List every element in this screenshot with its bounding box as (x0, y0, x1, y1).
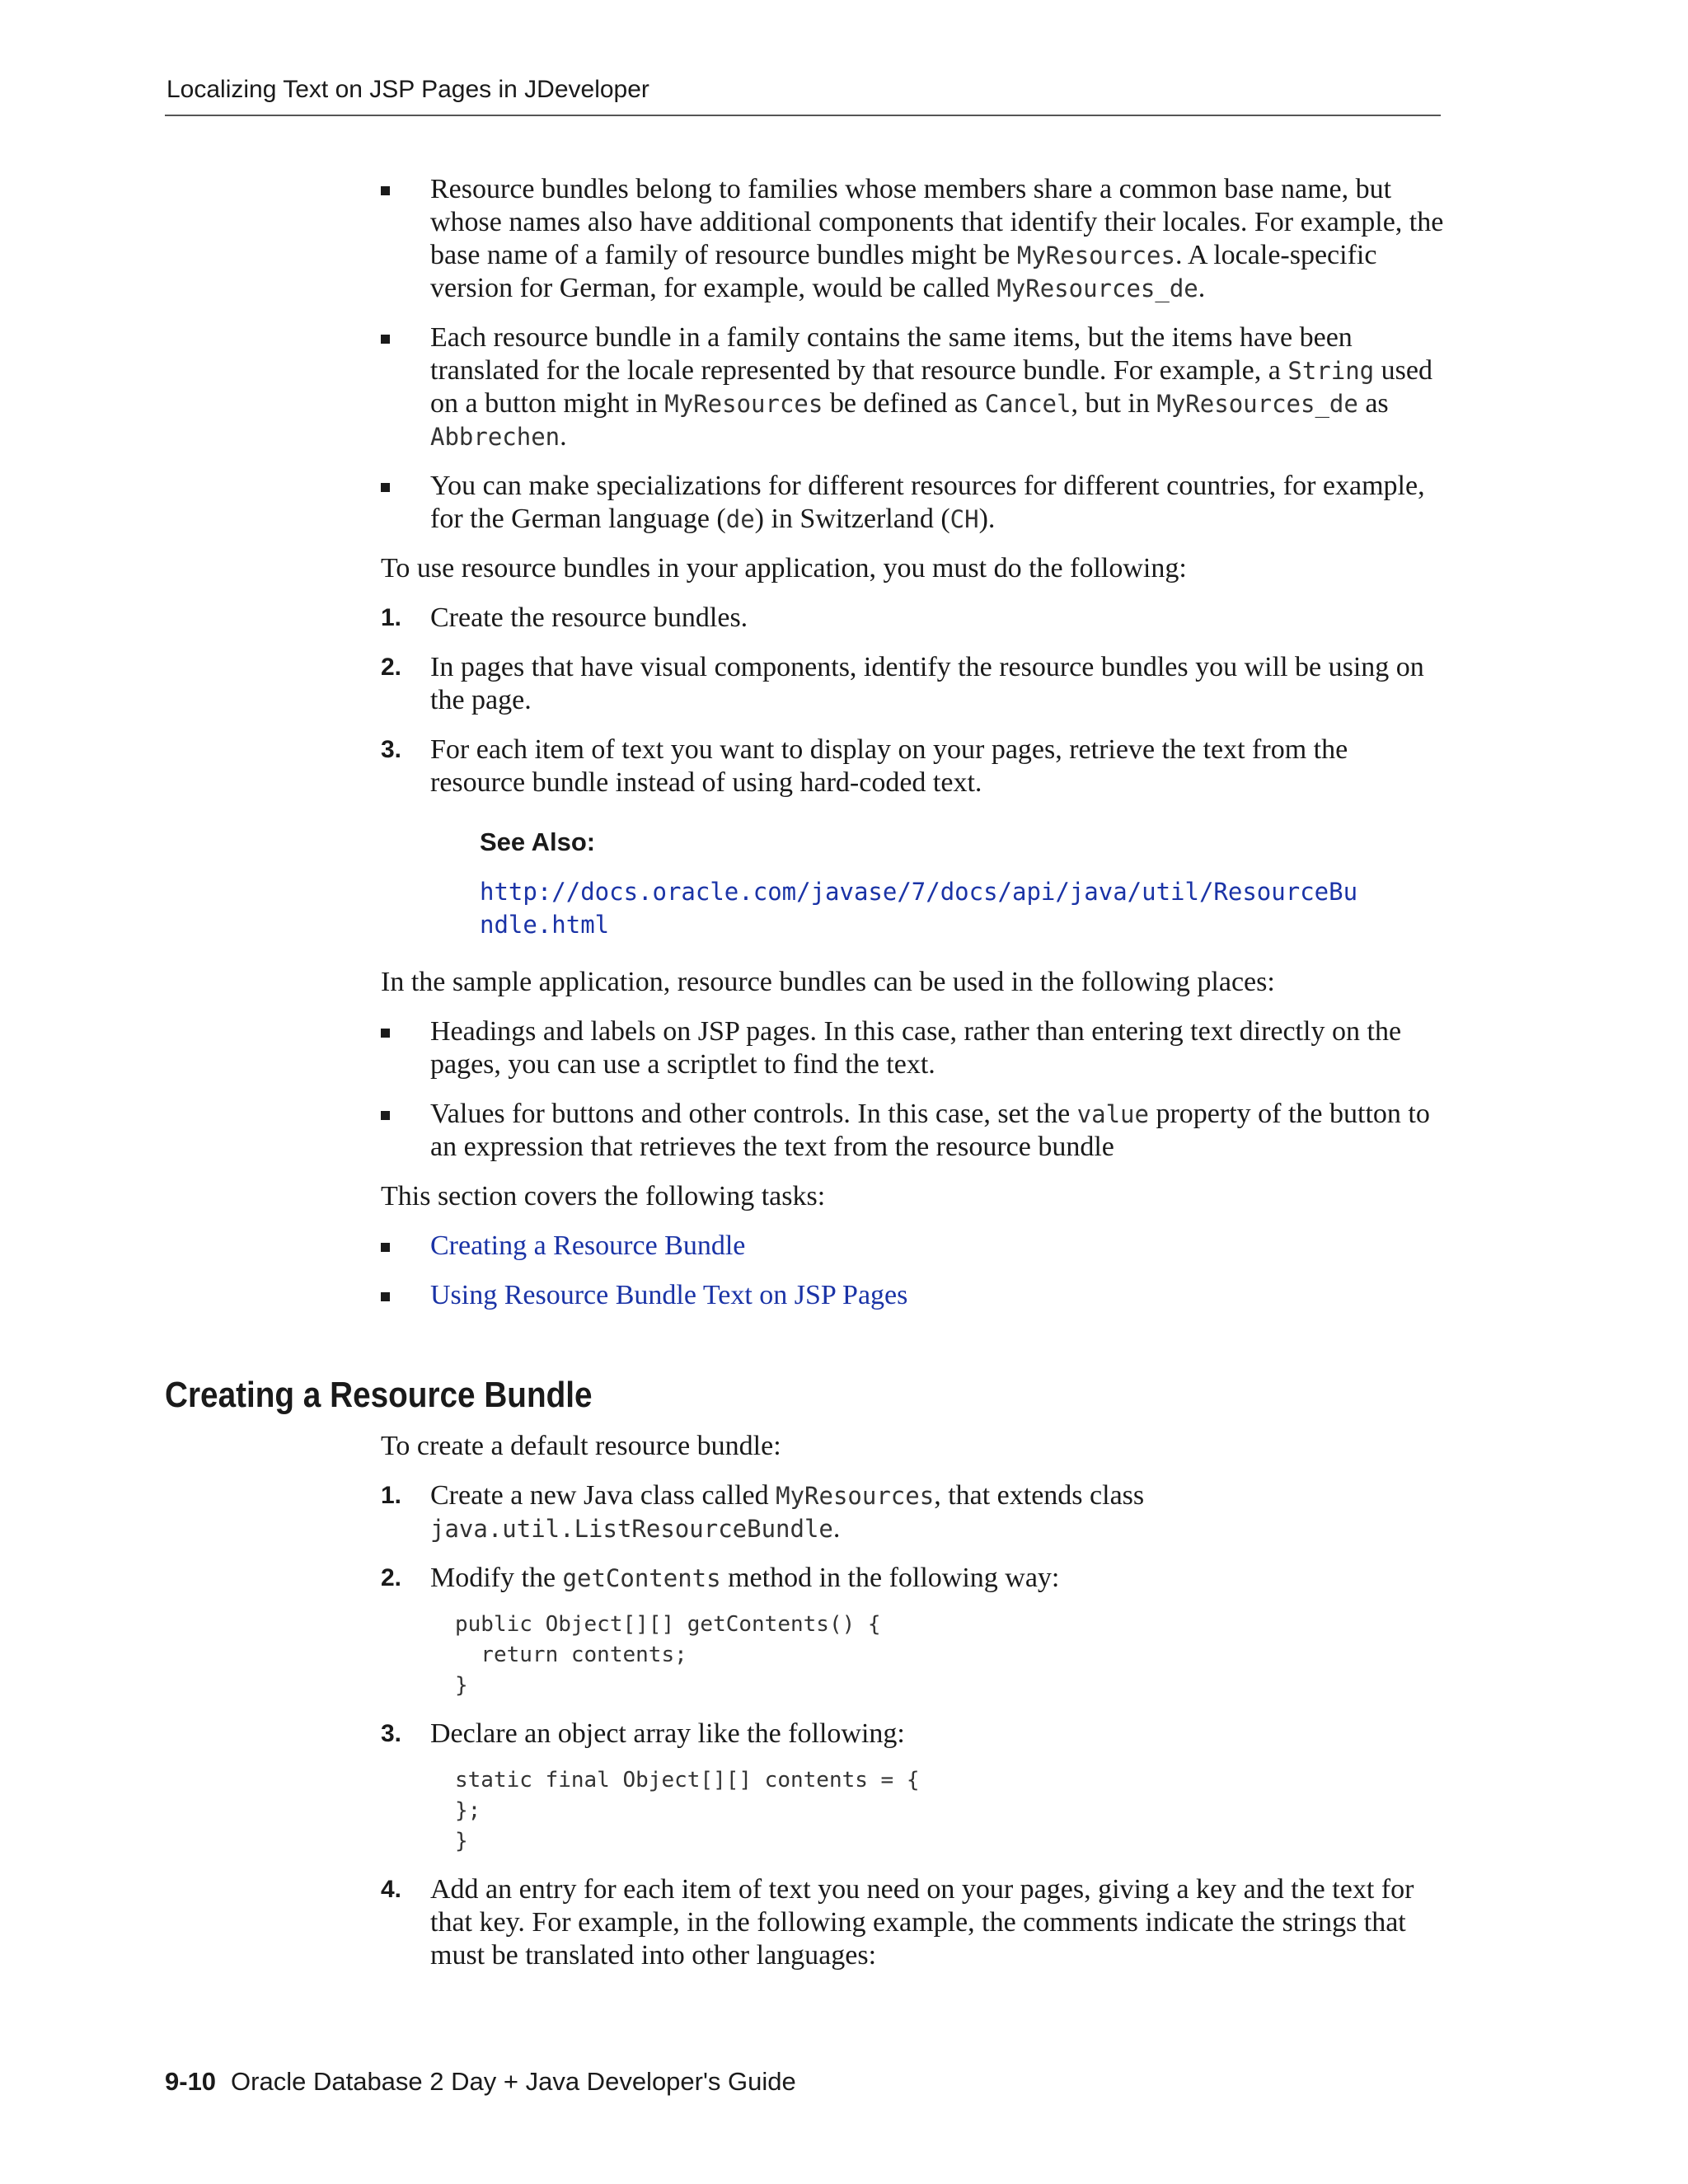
list-item (381, 1279, 1444, 1312)
inline-code: getContents (562, 1564, 721, 1592)
list-item (381, 1230, 1444, 1263)
inline-code: Cancel (984, 390, 1071, 418)
bullet-icon (381, 1292, 390, 1301)
inline-code: MyResources (1016, 241, 1175, 269)
step-text: Add an entry for each item of text you need on your pages, giving a key and the text for that key. For example, in the following example, the comments indicate the strings that must be translated into other languages: (430, 1874, 1414, 1971)
list-item (381, 1562, 1444, 1701)
header-divider (165, 115, 1441, 116)
code-example: static final Object[][] contents = { }; } (455, 1768, 920, 1854)
code-example: public Object[][] getContents() { return contents; } (455, 1612, 881, 1698)
list-item (381, 651, 1444, 717)
list-item (381, 602, 1444, 635)
see-also-link[interactable]: http://docs.oracle.com/javase/7/docs/api/java/util/ResourceBundle.html (480, 878, 1358, 939)
inline-code: MyResources_de (1156, 390, 1358, 418)
step-text: Create the resource bundles. (430, 602, 748, 633)
bullet-text: Resource bundles belong to families whose members share a common base name, but whose names also have additional components that identify their locales. For example, the base name of a family of resource bundles might be MyResources. A locale-specific version for German, for example, would be called MyResources_de. (430, 174, 1444, 303)
bullet-text: Each resource bundle in a family contains the same items, but the items have been translated for the locale represented by that resource bundle. For example, a String used on a button might in MyResources be defined as Cancel, but in MyResources_de as Abbrechen. (430, 322, 1432, 452)
step-number: 4. (381, 1876, 402, 1903)
inline-code: CH (950, 505, 979, 533)
bullet-icon (381, 483, 390, 492)
step-number: 2. (381, 654, 402, 681)
sample-bullet-list (381, 1015, 1444, 1164)
bullet-icon (381, 335, 390, 344)
tasks-intro-paragraph: This section covers the following tasks: (381, 1181, 826, 1212)
step-number: 3. (381, 736, 402, 763)
bullet-icon (381, 1111, 390, 1120)
list-item (381, 470, 1444, 536)
list-item (381, 1718, 1444, 1857)
task-link-creating-resource-bundle[interactable]: Creating a Resource Bundle (430, 1230, 746, 1261)
list-item (381, 1098, 1444, 1164)
step-text: Declare an object array like the following: (430, 1718, 905, 1749)
page-number: 9-10 (165, 2067, 217, 2096)
step-text: In pages that have visual components, identify the resource bundles you will be using on the page. (430, 652, 1424, 715)
usage-steps-list (381, 602, 1444, 799)
bullet-icon (381, 1029, 390, 1038)
bullet-text: Values for buttons and other controls. In this case, set the value property of the button to an expression that retrieves the text from the resource bundle (430, 1099, 1430, 1162)
bullet-text: You can make specializations for different resources for different countries, for example, for the German language (de) in Switzerland (CH). (430, 471, 1425, 534)
task-links-list (381, 1230, 1444, 1312)
section-intro-paragraph: To create a default resource bundle: (381, 1431, 781, 1461)
list-item (381, 1873, 1444, 1972)
step-number: 2. (381, 1564, 402, 1591)
see-also-note (480, 826, 1444, 941)
running-header: Localizing Text on JSP Pages in JDeveloper (166, 76, 649, 103)
list-item (381, 1479, 1444, 1545)
step-text: Create a new Java class called MyResources, that extends class java.util.ListResourceBundle. (430, 1480, 1145, 1544)
inline-code: value (1076, 1100, 1149, 1128)
step-number: 3. (381, 1720, 402, 1747)
inline-code: de (725, 505, 755, 533)
sample-intro-paragraph: In the sample application, resource bundles can be used in the following places: (381, 967, 1275, 997)
inline-code: java.util.ListResourceBundle (430, 1515, 833, 1543)
book-title: Oracle Database 2 Day + Java Developer's Guide (231, 2067, 796, 2096)
see-also-title: See Also: (480, 827, 596, 856)
list-item (381, 1015, 1444, 1081)
list-item (381, 173, 1444, 305)
step-number: 1. (381, 604, 402, 631)
inline-code: Abbrechen (430, 423, 560, 451)
list-item (381, 321, 1444, 453)
bullet-icon (381, 1243, 390, 1252)
page-footer (165, 2067, 796, 2097)
list-item (381, 733, 1444, 799)
intro-bullet-list (381, 173, 1444, 536)
task-link-using-resource-bundle-text[interactable]: Using Resource Bundle Text on JSP Pages (430, 1280, 908, 1310)
inline-code: MyResources (776, 1482, 935, 1510)
main-body (381, 173, 1444, 1329)
bullet-text: Headings and labels on JSP pages. In this case, rather than entering text directly on the pages, you can use a scriptlet to find the text. (430, 1016, 1402, 1080)
inline-code: String (1287, 357, 1375, 385)
inline-code: MyResources_de (996, 274, 1198, 302)
section-heading: Creating a Resource Bundle (165, 1375, 593, 1415)
inline-code: MyResources (664, 390, 823, 418)
section-steps-list (381, 1479, 1444, 1972)
step-text: Modify the getContents method in the following way: (430, 1563, 1060, 1593)
usage-intro-paragraph: To use resource bundles in your application, you must do the following: (381, 553, 1187, 583)
step-number: 1. (381, 1482, 402, 1509)
step-text: For each item of text you want to display on your pages, retrieve the text from the resource bundle instead of using hard-coded text. (430, 734, 1348, 798)
section-body (381, 1430, 1444, 1989)
bullet-icon (381, 186, 390, 195)
